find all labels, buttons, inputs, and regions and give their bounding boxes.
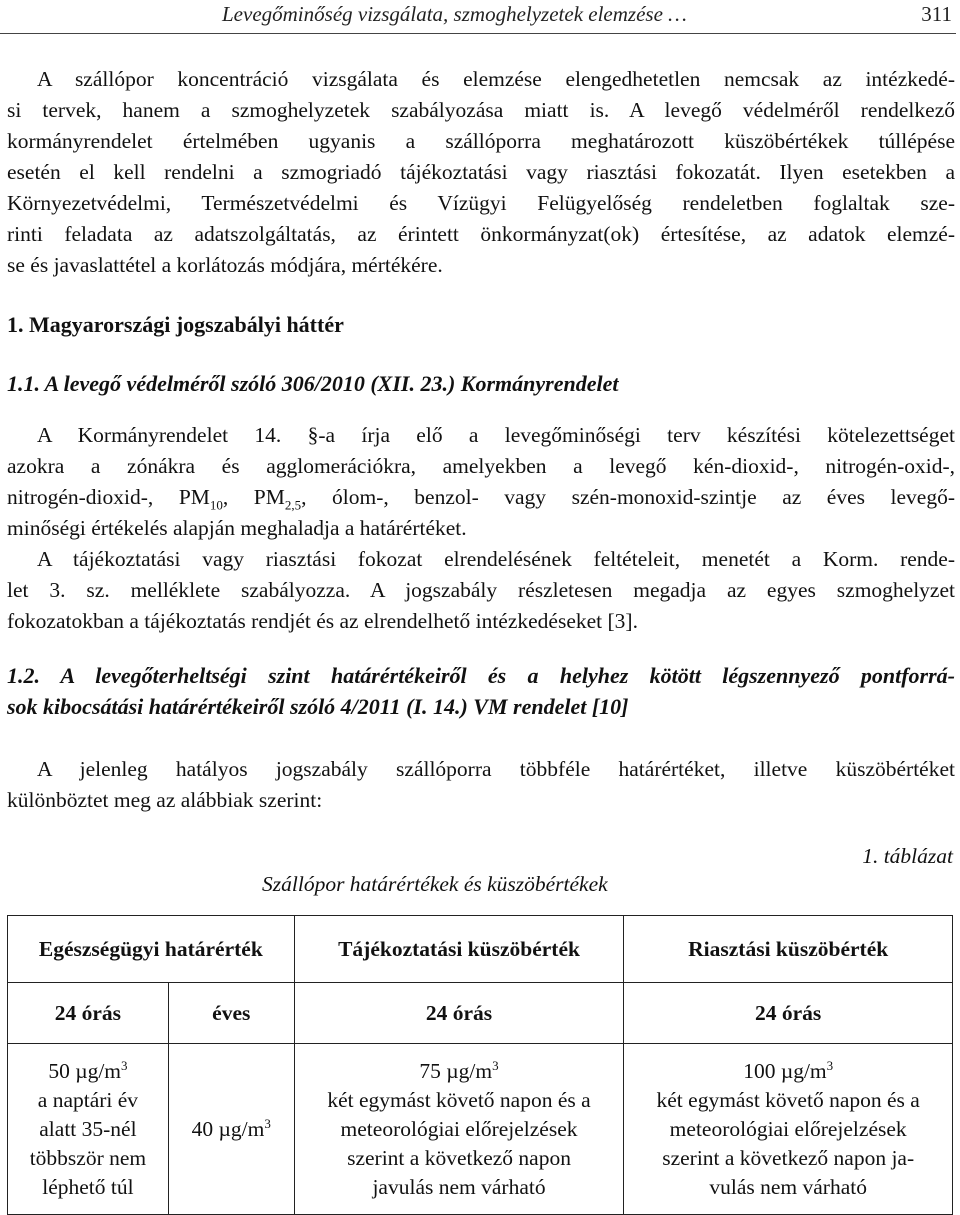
value-number: 100 xyxy=(743,1058,776,1083)
header-rule xyxy=(0,33,956,34)
table-number-caption: 1. táblázat xyxy=(862,844,953,868)
table-title: Szállópor határértékek és küszöbértékek xyxy=(262,872,608,896)
value-unit: µg/m xyxy=(446,1058,493,1083)
text-line: Környezetvédelmi, Természetvédelmi és Vízügyi Felügyelőség rendeletben foglaltak sze- xyxy=(7,191,955,215)
running-title: Levegőminőség vizsgálata, szmoghelyzetek elemzése … xyxy=(222,2,687,26)
text-line: A jelenleg hatályos jogszabály szállóporra többféle határértéket, illetve küszöbértéket xyxy=(37,757,955,781)
section-heading-1-1: 1.1. A levegő védelméről szóló 306/2010 (XII. 23.) Kormányrendelet xyxy=(7,371,619,396)
value-number: 40 xyxy=(191,1116,214,1141)
text-line: kormányrendelet értelmében ugyanis a szállóporra meghatározott küszöbértékek túllépése xyxy=(7,129,955,153)
subheader-24h-health: 24 órás xyxy=(8,983,169,1044)
section-1-2-paragraph xyxy=(7,754,955,816)
unit-exponent: 3 xyxy=(826,1057,834,1073)
text-fragment: nitrogén-dioxid-, PM xyxy=(7,485,210,509)
cell-value xyxy=(297,1057,622,1086)
heading-line: 1.2. A levegőterheltségi szint határértékeiről és a helyhez kötött légszennyező pontforrá- xyxy=(7,663,955,688)
value-unit: µg/m xyxy=(780,1058,827,1083)
cell-value xyxy=(626,1057,950,1086)
unit-exponent: 3 xyxy=(492,1057,499,1073)
subheader-24h-information: 24 órás xyxy=(294,983,624,1044)
text-line: esetén el kell rendelni a szmogriadó tájékoztatási vagy riasztási fokozatát. Ilyen esetekben a xyxy=(7,160,955,184)
section-1-1-paragraph-2 xyxy=(7,544,955,637)
text-line: azokra a zónákra és agglomerációkra, amelyekben a levegő kén-dioxid-, nitrogén-oxid-, xyxy=(7,454,955,478)
text-fragment: , ólom-, benzol- vagy szén-monoxid-szintje az éves levegő- xyxy=(301,485,955,509)
running-header xyxy=(0,0,960,34)
text-line: se és javaslattétel a korlátozás módjára, mértékére. xyxy=(7,253,443,277)
cell-value xyxy=(171,1115,292,1144)
value-number: 75 xyxy=(419,1058,441,1083)
subscript: 2,5 xyxy=(284,497,302,513)
text-line: A szállópor koncentráció vizsgálata és elemzése elengedhetetlen nemcsak az intézkedé- xyxy=(37,67,955,91)
text-line: let 3. sz. melléklete szabályozza. A jogszabály részletesen megadja az egyes szmoghelyzet xyxy=(7,578,955,602)
unit-exponent: 3 xyxy=(264,1115,271,1131)
text-line: A Kormányrendelet 14. §-a írja elő a levegőminőségi terv készítési kötelezettséget xyxy=(37,423,955,447)
subheader-24h-alert: 24 órás xyxy=(624,983,953,1044)
table-header-row xyxy=(8,916,953,983)
cell-health-annual xyxy=(168,1044,294,1215)
table-row xyxy=(8,1044,953,1215)
text-line-pm xyxy=(7,482,955,513)
cell-line: szerint a következő napon xyxy=(347,1145,571,1170)
section-heading-1-2 xyxy=(7,660,955,722)
text-fragment: , PM xyxy=(222,485,285,509)
cell-line: meteorológiai előrejelzések xyxy=(669,1116,907,1141)
cell-line: többször nem xyxy=(29,1145,147,1170)
cell-information-24h xyxy=(294,1044,624,1215)
section-1-1-paragraph-1 xyxy=(7,420,955,544)
cell-line: léphető túl xyxy=(42,1174,134,1199)
cell-value xyxy=(10,1057,166,1086)
intro-paragraph xyxy=(7,64,955,281)
value-number: 50 xyxy=(48,1058,70,1083)
text-line: si tervek, hanem a szmoghelyzetek szabályozása miatt is. A levegő védelméről rendelkező xyxy=(7,98,955,122)
text-line: különböztet meg az alábbiak szerint: xyxy=(7,788,323,812)
cell-line: két egymást követő napon és a xyxy=(327,1087,591,1112)
limit-values-table xyxy=(7,915,953,1215)
text-line: fokozatokban a tájékoztatás rendjét és az elrendelhető intézkedéseket [3]. xyxy=(7,609,638,633)
value-unit: µg/m xyxy=(218,1116,265,1141)
header-alert-threshold: Riasztási küszöbérték xyxy=(624,916,953,983)
table-subheader-row xyxy=(8,983,953,1044)
cell-line: vulás nem várható xyxy=(709,1174,867,1199)
header-information-threshold: Tájékoztatási küszöbérték xyxy=(294,916,624,983)
text-line: rinti feladata az adatszolgáltatás, az érintett önkormányzat(ok) értesítése, az adatok elemzé- xyxy=(7,222,955,246)
cell-line: javulás nem várható xyxy=(372,1174,546,1199)
heading-line: sok kibocsátási határértékeiről szóló 4/2011 (I. 14.) VM rendelet [10] xyxy=(7,694,629,719)
cell-health-24h xyxy=(8,1044,169,1215)
cell-line: két egymást követő napon és a xyxy=(656,1087,920,1112)
value-unit: µg/m xyxy=(75,1058,122,1083)
text-line: minőségi értékelés alapján meghaladja a határértéket. xyxy=(7,516,467,540)
cell-alert-24h xyxy=(624,1044,953,1215)
cell-line: meteorológiai előrejelzések xyxy=(340,1116,578,1141)
text-line: A tájékoztatási vagy riasztási fokozat elrendelésének feltételeit, menetét a Korm. rende- xyxy=(37,547,955,571)
unit-exponent: 3 xyxy=(121,1057,128,1073)
cell-line: szerint a következő napon ja- xyxy=(662,1145,915,1170)
cell-line: a naptári év xyxy=(37,1087,139,1112)
page-number: 311 xyxy=(921,2,952,26)
subscript: 10 xyxy=(209,497,223,513)
section-heading-1: 1. Magyarországi jogszabályi háttér xyxy=(7,312,344,337)
subheader-annual: éves xyxy=(168,983,294,1044)
cell-line: alatt 35-nél xyxy=(39,1116,137,1141)
header-health-limit: Egészségügyi határérték xyxy=(8,916,295,983)
